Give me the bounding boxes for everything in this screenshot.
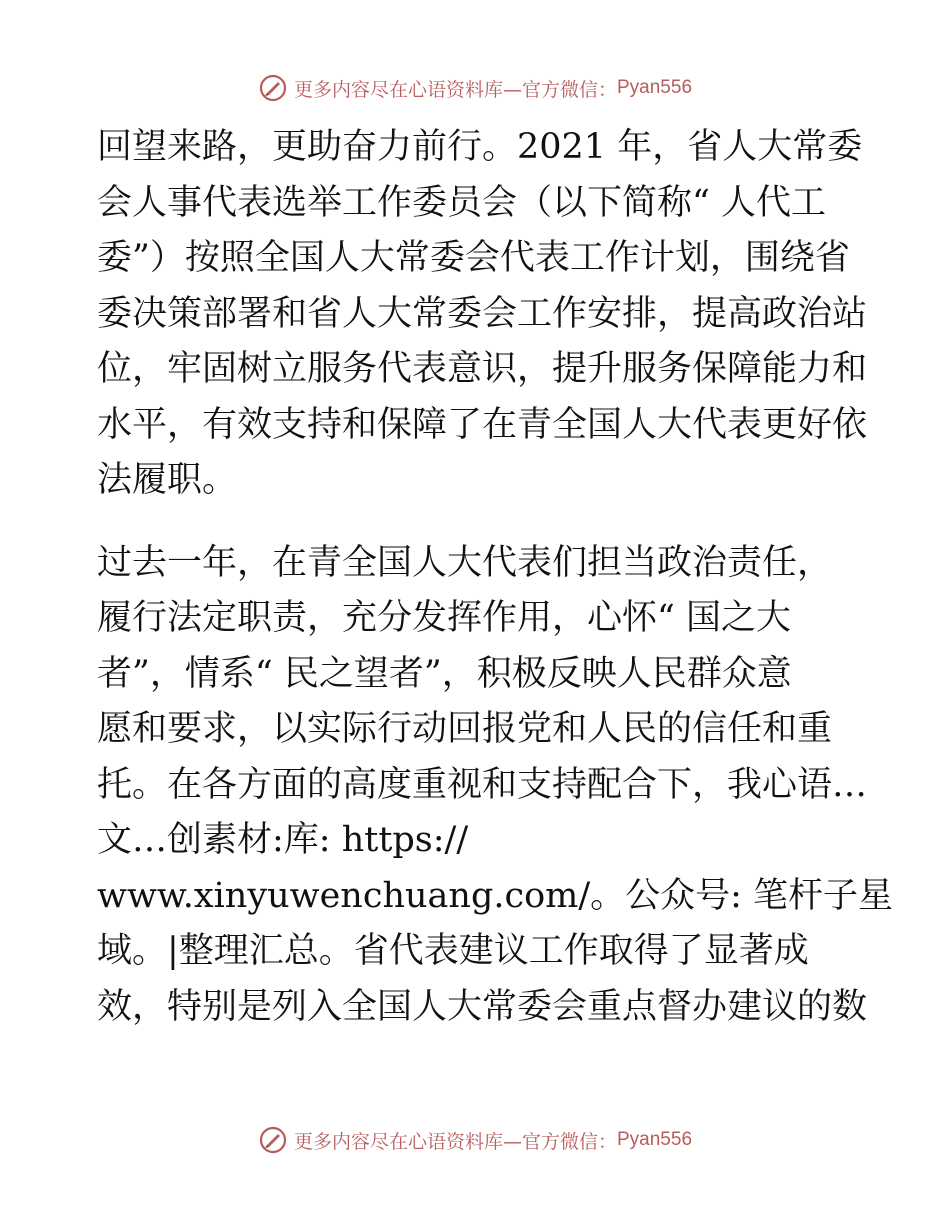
text-line: 水平，有效支持和保障了在青全国人大代表更好依 [97,404,868,445]
footer-banner-text: 更多内容尽在心语资料库—官方微信： [293,1130,617,1153]
text-line: 位，牢固树立服务代表意识，提升服务保障能力和 [97,349,868,389]
text-line: 文…创素材:库: https:// [97,820,469,860]
text-line: 托。在各方面的高度重视和支持配合下，我心语… [97,764,868,805]
logo-icon [258,73,288,103]
footer-banner [0,1120,950,1160]
text-line: 履行法定职责，充分发挥作用，心怀“ 国之大 [97,598,792,638]
text-line: 回望来路，更助奋力前行。2021 年，省人大常委 [97,127,863,167]
text-line: www.xinyuwenchuang.com/。公众号: 笔杆子星 [97,875,894,916]
text-line: 愿和要求，以实际行动回报党和人民的信任和重 [97,709,833,749]
text-line: 域。|整理汇总。省代表建议工作取得了显著成 [97,931,809,971]
footer-banner-wechat-id: Pyan556 [617,1129,693,1150]
header-banner [0,68,950,108]
text-line: 者”，情系“ 民之望者”，积极反映人民群众意 [97,653,792,694]
text-line: 委决策部署和省人大常委会工作安排，提高政治站 [97,293,868,334]
paragraph-1 [97,120,868,509]
document-body [97,120,894,1035]
text-line: 过去一年，在青全国人大代表们担当政治责任， [97,542,833,583]
header-banner-wechat-id: Pyan556 [617,77,693,98]
text-line: 委”）按照全国人大常委会代表工作计划，围绕省 [97,238,850,278]
paragraph-2 [97,536,894,1036]
text-line: 效，特别是列入全国人大常委会重点督办建议的数 [97,986,868,1027]
text-line: 会人事代表选举工作委员会（以下简称“ 人代工 [97,182,827,223]
text-line: 法履职。 [97,460,238,500]
header-banner-text: 更多内容尽在心语资料库—官方微信： [293,78,617,101]
logo-icon [258,1125,288,1155]
